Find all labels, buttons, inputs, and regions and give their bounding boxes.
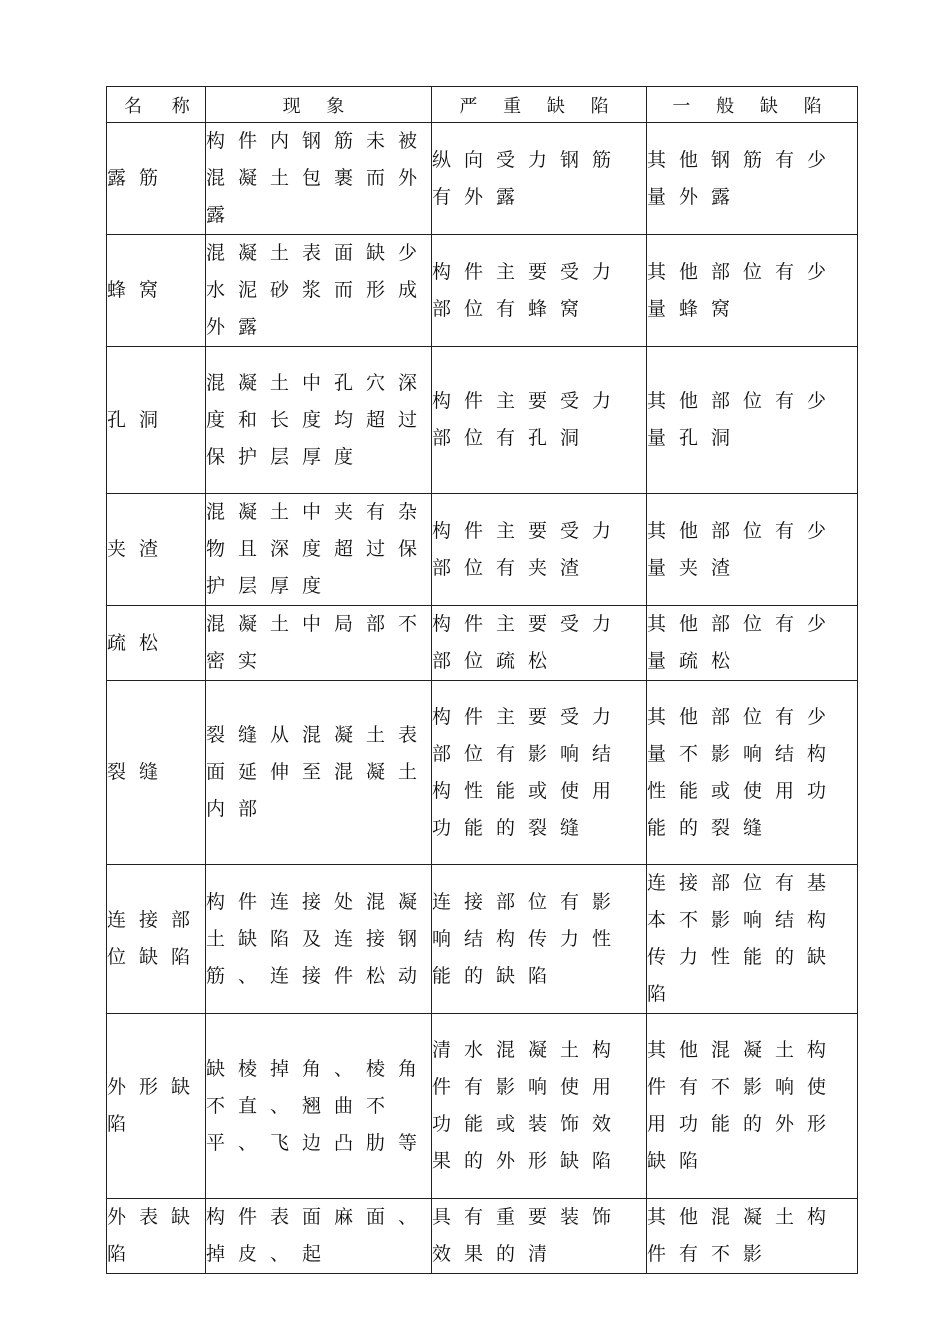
row-severe-cell: 具有重要装饰效果的清: [432, 1199, 647, 1274]
table-row: [107, 347, 858, 494]
header-phenomenon: 现 象: [206, 87, 432, 123]
row-phenomenon-cell: 构件表面麻面、掉皮、起: [206, 1199, 432, 1274]
row-severe-cell: 构件主要受力部位有蜂窝: [432, 235, 647, 347]
row-general-cell: 连接部位有基本不影响结构传力性能的缺陷: [647, 865, 858, 1014]
row-name-cell: 裂缝: [107, 681, 206, 865]
row-name-cell: 蜂窝: [107, 235, 206, 347]
table-row: [107, 1014, 858, 1199]
row-phenomenon-cell: 缺棱掉角、棱角不直、翘曲不平、飞边凸肋等: [206, 1014, 432, 1199]
row-general-cell: 其他部位有少量蜂窝: [647, 235, 858, 347]
table-row: [107, 681, 858, 865]
table-header-row: [107, 87, 858, 123]
row-phenomenon-cell: 混凝土中夹有杂物且深度超过保护层厚度: [206, 494, 432, 606]
table-row: [107, 494, 858, 606]
table-row: [107, 1199, 858, 1274]
row-name-cell: 疏松: [107, 606, 206, 681]
row-name-cell: 连接部位缺陷: [107, 865, 206, 1014]
row-severe-cell: 构件主要受力部位有夹渣: [432, 494, 647, 606]
row-general-cell: 其他钢筋有少量外露: [647, 123, 858, 235]
row-name-cell: 夹渣: [107, 494, 206, 606]
table-row: [107, 235, 858, 347]
row-general-cell: 其他部位有少量疏松: [647, 606, 858, 681]
defect-table: [106, 86, 858, 1274]
row-general-cell: 其他混凝土构件有不影: [647, 1199, 858, 1274]
header-name: 名 称: [107, 87, 206, 123]
table-row: [107, 865, 858, 1014]
table-row: [107, 606, 858, 681]
row-phenomenon-cell: 构件内钢筋未被混凝土包裹而外露: [206, 123, 432, 235]
row-phenomenon-cell: 裂缝从混凝土表面延伸至混凝土内部: [206, 681, 432, 865]
row-name-cell: 孔洞: [107, 347, 206, 494]
row-severe-cell: 构件主要受力部位有影响结构性能或使用功能的裂缝: [432, 681, 647, 865]
row-phenomenon-cell: 混凝土中局部不密实: [206, 606, 432, 681]
row-general-cell: 其他部位有少量孔洞: [647, 347, 858, 494]
row-general-cell: 其他混凝土构件有不影响使用功能的外形缺陷: [647, 1014, 858, 1199]
row-severe-cell: 清水混凝土构件有影响使用功能或装饰效果的外形缺陷: [432, 1014, 647, 1199]
row-name-cell: 外形缺陷: [107, 1014, 206, 1199]
row-severe-cell: 构件主要受力部位有孔洞: [432, 347, 647, 494]
row-phenomenon-cell: 构件连接处混凝土缺陷及连接钢筋、连接件松动: [206, 865, 432, 1014]
row-name-cell: 露筋: [107, 123, 206, 235]
row-name-cell: 外表缺陷: [107, 1199, 206, 1274]
table-row: [107, 123, 858, 235]
row-phenomenon-cell: 混凝土中孔穴深度和长度均超过保护层厚度: [206, 347, 432, 494]
header-general: 一 般 缺 陷: [647, 87, 858, 123]
row-severe-cell: 连接部位有影响结构传力性能的缺陷: [432, 865, 647, 1014]
header-severe: 严 重 缺 陷: [432, 87, 647, 123]
row-general-cell: 其他部位有少量不影响结构性能或使用功能的裂缝: [647, 681, 858, 865]
row-phenomenon-cell: 混凝土表面缺少水泥砂浆而形成外露: [206, 235, 432, 347]
row-severe-cell: 纵向受力钢筋有外露: [432, 123, 647, 235]
row-general-cell: 其他部位有少量夹渣: [647, 494, 858, 606]
row-severe-cell: 构件主要受力部位疏松: [432, 606, 647, 681]
